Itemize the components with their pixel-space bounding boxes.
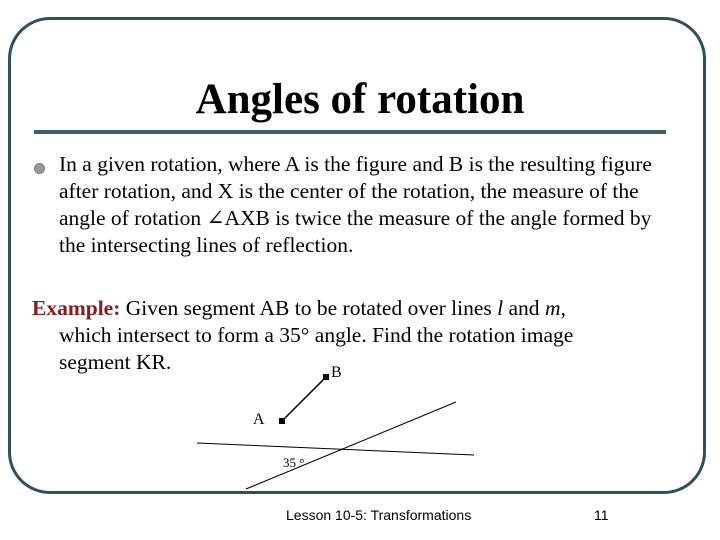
line-m xyxy=(246,402,456,489)
point-a xyxy=(279,418,285,424)
page-number: 11 xyxy=(594,507,609,523)
variable-l: l xyxy=(497,296,504,320)
angle-label: 35 ° xyxy=(283,455,305,470)
segment-ab xyxy=(282,377,326,421)
slide-title: Angles of rotation xyxy=(195,76,525,123)
example-line-2: which intersect to form a 35° angle. Find the rotation image xyxy=(59,323,574,347)
example-text-1: Given segment AB to be rotated over lines xyxy=(120,296,498,320)
example-label: Example: xyxy=(32,296,121,320)
line-l xyxy=(197,443,474,455)
example-and: and xyxy=(503,296,545,320)
point-b xyxy=(323,374,329,380)
point-a-label: A xyxy=(253,411,265,428)
variable-m: m, xyxy=(544,296,566,320)
footer-text: Lesson 10-5: Transformations xyxy=(286,507,472,523)
point-b-label: B xyxy=(331,364,342,381)
bullet-text: In a given rotation, where A is the figure and B is the resulting figure after rotation, and X is the center of the rotation, the measure of the angle of rotation ∠AXB is twice the measure of the angle formed by the intersecting lines of reflection. xyxy=(59,152,652,257)
example-line-3: segment KR. xyxy=(59,350,172,374)
